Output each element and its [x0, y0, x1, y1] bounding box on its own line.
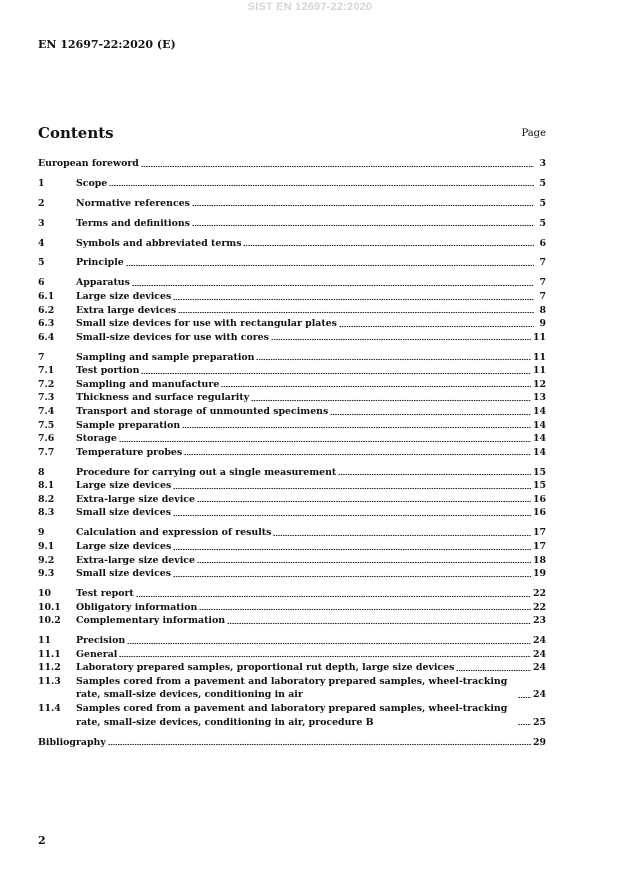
toc-page: 11 [532, 365, 546, 377]
toc-number: 11.1 [38, 648, 61, 660]
toc-entry-5[interactable] [38, 256, 546, 270]
dot-leader [178, 311, 534, 314]
toc-title: Large size devices [76, 540, 172, 552]
toc-entry-7-1[interactable] [38, 364, 546, 378]
toc-page: 16 [532, 493, 546, 505]
dot-leader [173, 575, 531, 578]
toc-page: 15 [532, 466, 546, 478]
toc-entry-7-6[interactable] [38, 432, 546, 446]
toc-number: 9.3 [38, 568, 55, 580]
dot-leader [339, 325, 534, 328]
page-number: 2 [38, 834, 46, 847]
toc-title: Obligatory information [76, 601, 198, 613]
dot-leader [192, 204, 534, 207]
dot-leader [173, 548, 531, 551]
toc-entry-11-4[interactable] [38, 702, 546, 729]
toc-title: Complementary information [76, 615, 226, 627]
toc-page: 14 [532, 419, 546, 431]
toc-number: 11.4 [38, 703, 61, 715]
toc-entry-foreword[interactable] [38, 157, 546, 171]
toc-number: 10.1 [38, 601, 61, 613]
toc-page: 7 [539, 290, 546, 302]
toc-entry-bibliography[interactable] [38, 736, 546, 750]
toc-number: 7 [38, 351, 45, 363]
toc-page: 24 [532, 662, 546, 674]
toc-title: Normative references [76, 197, 190, 209]
dot-leader [109, 184, 534, 187]
toc-number: 8.3 [38, 507, 55, 519]
toc-number: 6.4 [38, 331, 55, 343]
dot-leader [256, 358, 530, 361]
toc-number: 8 [38, 466, 45, 478]
dot-leader [127, 642, 531, 645]
toc-number: 7.1 [38, 365, 55, 377]
toc-page: 9 [539, 318, 546, 330]
toc-title: Extra-large size device [76, 554, 195, 566]
toc-number: 7.7 [38, 446, 55, 458]
toc-entry-10-2[interactable] [38, 614, 546, 628]
dot-leader [456, 669, 531, 672]
toc-title: Sampling and manufacture [76, 378, 220, 390]
toc-title: Laboratory prepared samples, proportional rut depth, large size devices [76, 662, 455, 674]
toc-entry-10[interactable] [38, 587, 546, 601]
toc-page: 13 [532, 392, 546, 404]
dot-leader [173, 487, 531, 490]
dot-leader [197, 500, 531, 503]
dot-leader [119, 655, 531, 658]
toc-entry-9-1[interactable] [38, 540, 546, 554]
dot-leader [199, 608, 531, 611]
toc-page: 24 [532, 648, 546, 660]
toc-entry-3[interactable] [38, 217, 546, 231]
toc-entry-10-1[interactable] [38, 601, 546, 615]
watermark: SIST EN 12697-22:2020 [247, 1, 373, 13]
dot-leader [173, 298, 534, 301]
toc-number: 4 [38, 237, 45, 249]
toc-number: 9.1 [38, 540, 55, 552]
toc-title: Extra-large size device [76, 493, 195, 505]
toc-page: 24 [532, 635, 546, 647]
toc-number: 6.2 [38, 304, 55, 316]
toc-title: Procedure for carrying out a single measurement [76, 466, 337, 478]
toc-entry-8[interactable] [38, 466, 546, 480]
toc-entry-11[interactable] [38, 634, 546, 648]
contents-title: Contents [38, 124, 114, 142]
toc-title: Small size devices [76, 507, 172, 519]
toc-title: Small-size devices for use with cores [76, 331, 269, 343]
toc-page: 19 [532, 568, 546, 580]
toc-page: 7 [539, 277, 546, 289]
toc-entry-7-4[interactable] [38, 405, 546, 419]
toc-number: 7.4 [38, 405, 55, 417]
toc-title: Transport and storage of unmounted specimens [76, 405, 329, 417]
toc-number: 7.2 [38, 378, 55, 390]
toc-page: 12 [532, 378, 546, 390]
toc-title: Test report [76, 588, 134, 599]
toc-number: 6.1 [38, 290, 55, 302]
dot-leader [132, 284, 534, 287]
dot-leader [141, 165, 534, 168]
toc-entry-9-2[interactable] [38, 554, 546, 568]
toc-title: European foreword [38, 158, 139, 169]
toc-title: Symbols and abbreviated terms [76, 237, 242, 249]
toc-page: 14 [532, 446, 546, 458]
toc-title: Temperature probes [76, 446, 183, 458]
toc-page: 6 [539, 237, 546, 249]
toc-number: 5 [38, 257, 45, 269]
toc-title: Test portion [76, 365, 140, 377]
toc-number: 11.2 [38, 662, 61, 674]
toc-title: Sampling and sample preparation [76, 351, 255, 363]
toc-entry-1[interactable] [38, 177, 546, 191]
toc-number: 11.3 [38, 675, 61, 687]
toc-title: Principle [76, 257, 124, 269]
toc-number: 3 [38, 217, 45, 229]
toc-entry-4[interactable] [38, 237, 546, 251]
toc-page: 7 [539, 257, 546, 269]
toc-page: 5 [539, 197, 546, 209]
dot-leader [227, 622, 531, 625]
dot-leader [197, 561, 531, 564]
toc-entry-8-2[interactable] [38, 493, 546, 507]
toc-number: 6.3 [38, 318, 55, 330]
table-of-contents [38, 157, 546, 749]
toc-page: 23 [532, 615, 546, 627]
dot-leader [518, 696, 531, 699]
toc-title: Apparatus [76, 277, 130, 289]
toc-page: 16 [532, 507, 546, 519]
toc-entry-2[interactable] [38, 197, 546, 211]
toc-page: 5 [539, 217, 546, 229]
toc-number: 11 [38, 635, 52, 647]
toc-page: 15 [532, 480, 546, 492]
toc-page: 22 [532, 588, 546, 599]
toc-number: 7.6 [38, 433, 55, 445]
dot-leader [518, 723, 531, 726]
dot-leader [108, 743, 531, 746]
toc-entry-9-3[interactable] [38, 567, 546, 581]
dot-leader [338, 473, 531, 476]
dot-leader [251, 399, 531, 402]
toc-entry-11-3[interactable] [38, 675, 546, 702]
toc-number: 9 [38, 527, 45, 539]
toc-number: 9.2 [38, 554, 55, 566]
dot-leader [119, 440, 531, 443]
toc-entry-8-3[interactable] [38, 506, 546, 520]
toc-title: Terms and definitions [76, 217, 190, 229]
dot-leader [273, 534, 531, 537]
toc-number: 2 [38, 197, 45, 209]
dot-leader [182, 426, 531, 429]
page-column-label: Page [521, 128, 546, 139]
toc-title: Large size devices [76, 480, 172, 492]
toc-page: 11 [532, 331, 546, 343]
toc-page: 24 [532, 689, 546, 701]
dot-leader [173, 514, 531, 517]
toc-page: 22 [532, 601, 546, 613]
toc-number: 8.2 [38, 493, 55, 505]
toc-entry-6-1[interactable] [38, 290, 546, 304]
toc-entry-6-3[interactable] [38, 317, 546, 331]
dot-leader [271, 338, 531, 341]
toc-page: 17 [532, 527, 546, 539]
dot-leader [330, 413, 531, 416]
toc-page: 17 [532, 540, 546, 552]
toc-page: 29 [532, 736, 546, 748]
toc-page: 11 [532, 351, 546, 363]
toc-number: 8.1 [38, 480, 55, 492]
toc-entry-6-2[interactable] [38, 304, 546, 318]
toc-title: Calculation and expression of results [76, 527, 272, 539]
toc-number: 10 [38, 588, 52, 599]
toc-page: 3 [539, 158, 546, 169]
toc-entry-11-2[interactable] [38, 661, 546, 675]
toc-title: Samples cored from a pavement and laboratory prepared samples, wheel-tracking rate, small-size devices, conditioning in air, procedure B [76, 703, 508, 728]
toc-title: Precision [76, 635, 126, 647]
dot-leader [221, 385, 531, 388]
toc-entry-7[interactable] [38, 351, 546, 365]
dot-leader [243, 244, 534, 247]
toc-title: Small size devices for use with rectangular plates [76, 318, 337, 330]
dot-leader [184, 453, 531, 456]
toc-page: 14 [532, 433, 546, 445]
toc-number: 7.3 [38, 392, 55, 404]
dot-leader [192, 224, 534, 227]
dot-leader [126, 264, 534, 267]
toc-entry-7-5[interactable] [38, 419, 546, 433]
toc-page: 18 [532, 554, 546, 566]
toc-entry-6-4[interactable] [38, 331, 546, 345]
toc-title: Thickness and surface regularity [76, 392, 250, 404]
toc-entry-8-1[interactable] [38, 479, 546, 493]
toc-entry-7-7[interactable] [38, 446, 546, 460]
toc-number: 7.5 [38, 419, 55, 431]
toc-entry-9[interactable] [38, 526, 546, 540]
toc-entry-7-2[interactable] [38, 378, 546, 392]
toc-page: 14 [532, 405, 546, 417]
toc-entry-6[interactable] [38, 276, 546, 290]
toc-title: Extra large devices [76, 304, 177, 316]
toc-number: 1 [38, 177, 45, 189]
toc-title: Sample preparation [76, 419, 181, 431]
toc-page: 25 [532, 716, 546, 728]
toc-entry-11-1[interactable] [38, 648, 546, 662]
toc-page: 5 [539, 177, 546, 189]
toc-title: Scope [76, 177, 108, 189]
toc-title: General [76, 648, 118, 660]
document-id: EN 12697-22:2020 (E) [38, 38, 176, 51]
dot-leader [136, 595, 531, 598]
toc-title: Bibliography [38, 736, 106, 748]
toc-entry-7-3[interactable] [38, 391, 546, 405]
toc-title: Samples cored from a pavement and laboratory prepared samples, wheel-tracking rate, small-size devices, conditioning in air [76, 675, 508, 701]
toc-number: 6 [38, 277, 45, 289]
toc-number: 10.2 [38, 615, 61, 627]
toc-page: 8 [539, 304, 546, 316]
toc-title: Small size devices [76, 568, 172, 580]
toc-title: Large size devices [76, 290, 172, 302]
dot-leader [141, 372, 531, 375]
toc-title: Storage [76, 433, 117, 445]
